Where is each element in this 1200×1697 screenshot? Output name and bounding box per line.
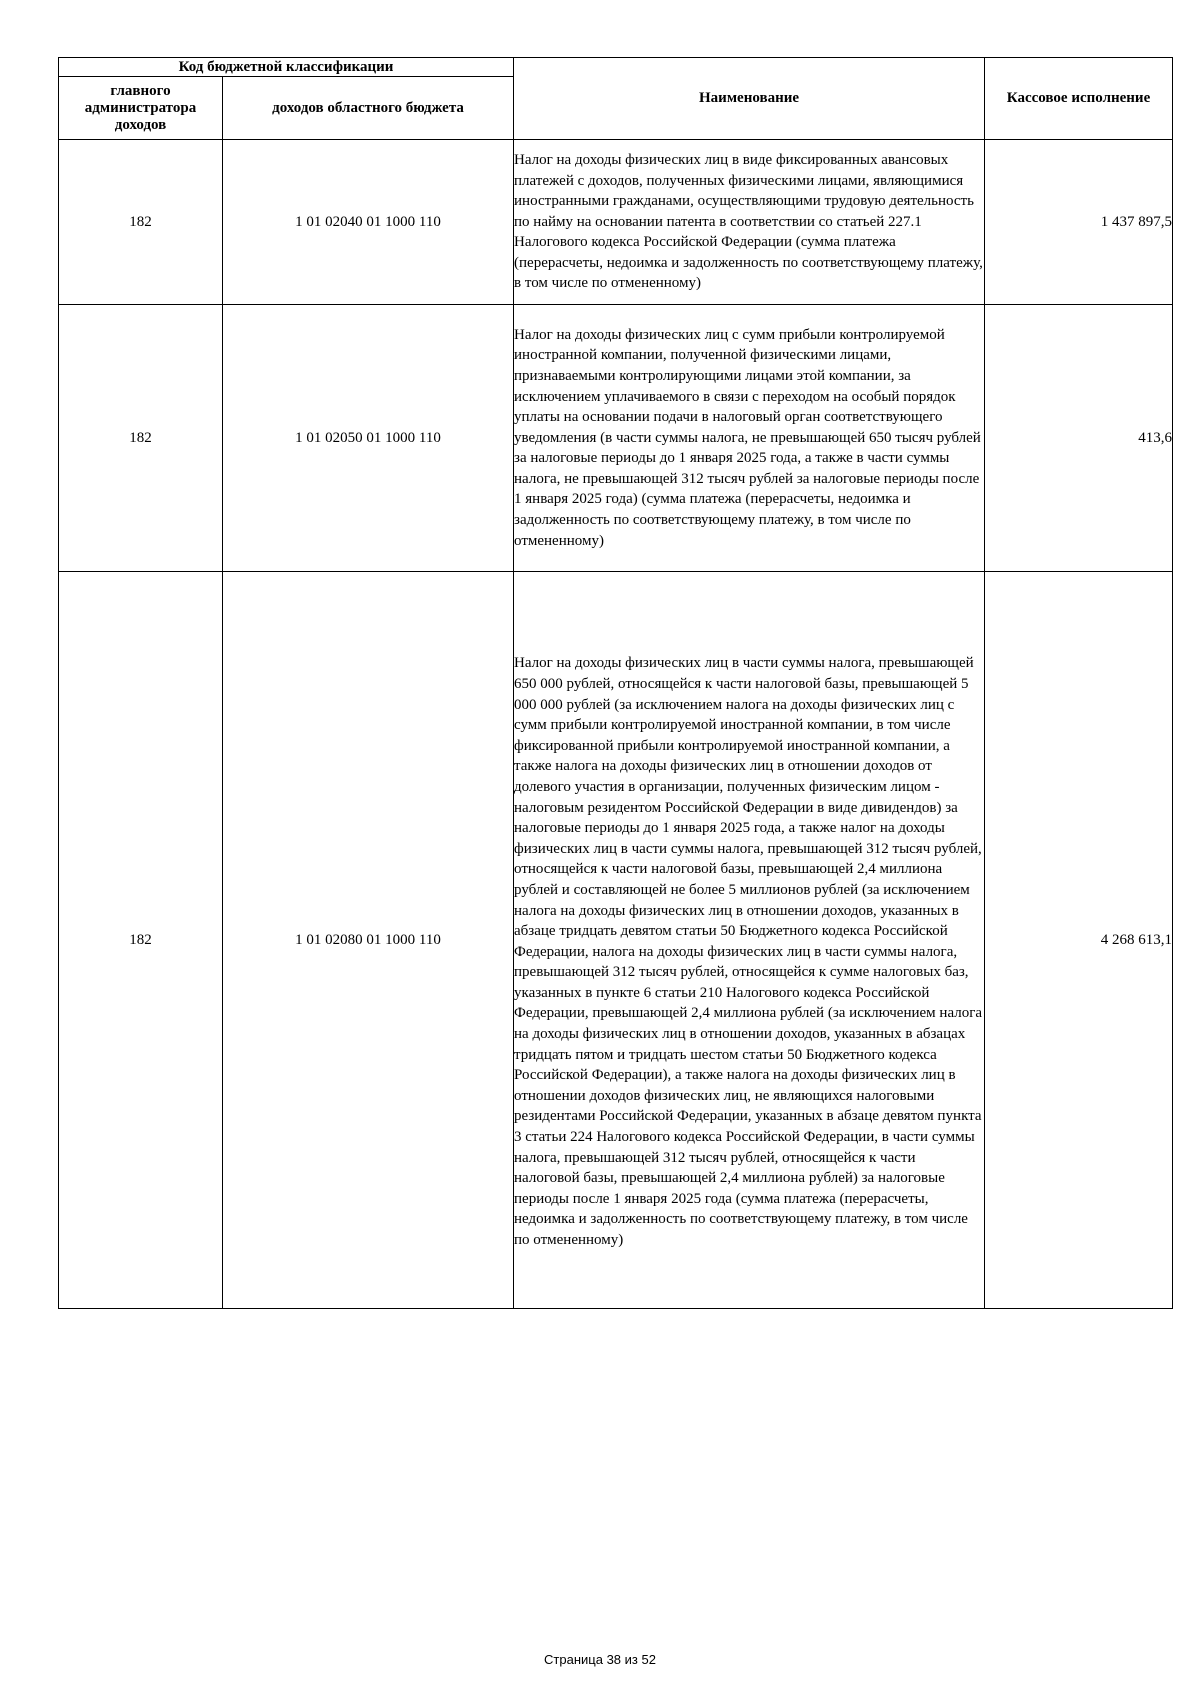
admin-code-cell: 182 — [59, 140, 223, 305]
table-row — [59, 572, 1173, 1309]
table-row — [59, 305, 1173, 572]
budget-table — [58, 57, 1173, 1309]
income-code-cell: 1 01 02040 01 1000 110 — [223, 140, 514, 305]
page-number: Страница 38 из 52 — [544, 1652, 656, 1667]
admin-code-cell: 182 — [59, 305, 223, 572]
table-row — [59, 140, 1173, 305]
income-code-cell: 1 01 02050 01 1000 110 — [223, 305, 514, 572]
name-cell: Налог на доходы физических лиц в виде фиксированных авансовых платежей с доходов, полученных физическими лицами, являющимися иностранными гражданами, осуществляющими трудовую деятельность по найму на основании патента в соответствии со статьей 227.1 Налогового кодекса Российской Федерации (сумма платежа (перерасчеты, недоимка и задолженность по соответствующему платежу, в том числе по отмененному) — [514, 140, 985, 305]
admin-code-cell: 182 — [59, 572, 223, 1309]
name-cell: Налог на доходы физических лиц в части суммы налога, превышающей 650 000 рублей, относящейся к части налоговой базы, превышающей 5 000 000 рублей (за исключением налога на доходы физических лиц с сумм прибыли контролируемой иностранной компании, в том числе фиксированной прибыли контролируемой иностранной компании, а также налога на доходы физических лиц в отношении доходов от долевого участия в организации, полученных физическим лицом - налоговым резидентом Российской Федерации в виде дивидендов) за налоговые периоды до 1 января 2025 года, а также налог на доходы физических лиц в части суммы налога, превышающей 312 тысяч рублей, относящейся к части налоговой базы, превышающей 2,4 миллиона рублей и составляющей не более 5 миллионов рублей (за исключением налога на доходы физических лиц в отношении доходов, указанных в абзаце тридцать девятом статьи 50 Бюджетного кодекса Российской Федерации, налога на доходы физических лиц в части суммы налога, превышающей 312 тысяч рублей, относящейся к сумме налоговых баз, указанных в пункте 6 статьи 210 Налогового кодекса Российской Федерации, превышающей 2,4 миллиона рублей (за исключением налога на доходы физических лиц в отношении доходов, указанных в абзацах тридцать пятом и тридцать шестом статьи 50 Бюджетного кодекса Российской Федерации), а также налога на доходы физических лиц в отношении доходов физических лиц, не являющихся налоговыми резидентами Российской Федерации, указанных в абзаце девятом пункта 3 статьи 224 Налогового кодекса Российской Федерации, в части суммы налога, превышающей 312 тысяч рублей, относящейся к части налоговой базы, превышающей 2,4 миллиона рублей) за налоговые периоды после 1 января 2025 года (сумма платежа (перерасчеты, недоимка и задолженность по соответствующему платежу, в том числе по отмененному) — [514, 572, 985, 1309]
name-cell: Налог на доходы физических лиц с сумм прибыли контролируемой иностранной компании, полученной физическими лицами, признаваемыми контролирующими лицами этой компании, за исключением уплачиваемого в связи с переходом на особый порядок уплаты на основании подачи в налоговый орган соответствующего уведомления (в части суммы налога, не превышающей 650 тысяч рублей за налоговые периоды до 1 января 2025 года, а также в части суммы налога, не превышающей 312 тысяч рублей за налоговые периоды после 1 января 2025 года) (сумма платежа (перерасчеты, недоимка и задолженность по соответствующему платежу, в том числе по отмененному) — [514, 305, 985, 572]
header-budget-code: Код бюджетной классификации — [59, 58, 514, 77]
income-code-cell: 1 01 02080 01 1000 110 — [223, 572, 514, 1309]
header-execution: Кассовое исполнение — [985, 58, 1173, 140]
amount-cell: 1 437 897,5 — [985, 140, 1173, 305]
amount-cell: 4 268 613,1 — [985, 572, 1173, 1309]
header-income: доходов областного бюджета — [223, 77, 514, 140]
header-admin: главного администратора доходов — [59, 77, 223, 140]
amount-cell: 413,6 — [985, 305, 1173, 572]
header-name: Наименование — [514, 58, 985, 140]
